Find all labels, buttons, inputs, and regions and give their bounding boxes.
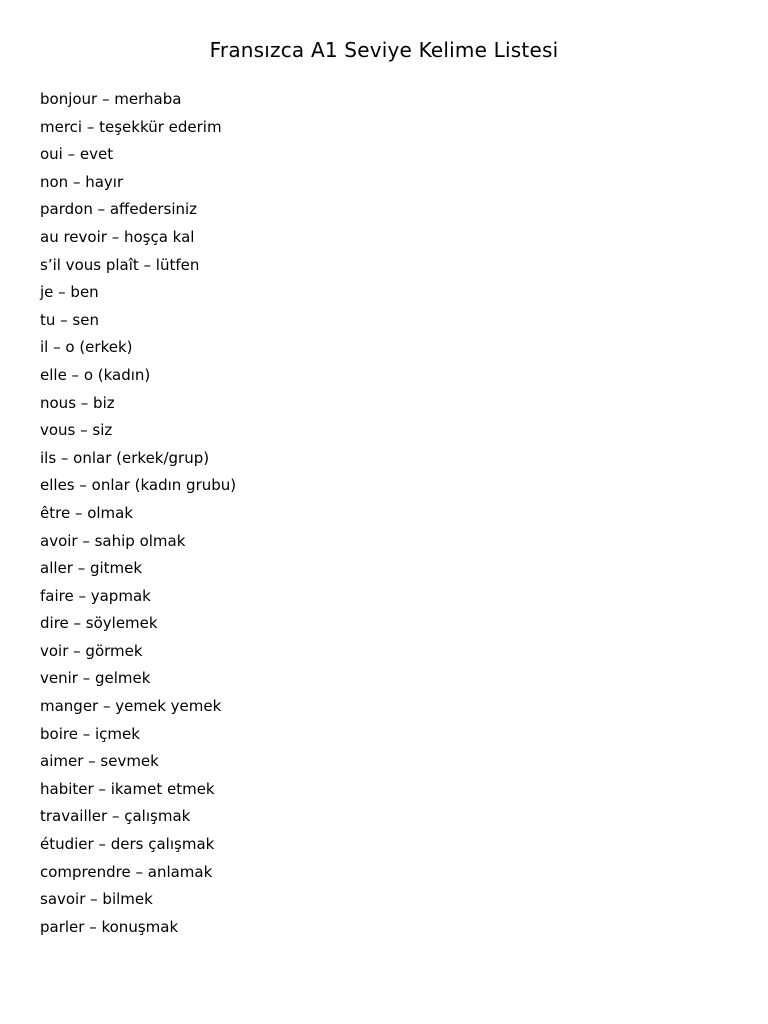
vocabulary-entry: avoir – sahip olmak bbox=[40, 531, 186, 550]
document-title: Fransızca A1 Seviye Kelime Listesi bbox=[209, 38, 559, 62]
vocabulary-entry: je – ben bbox=[40, 283, 99, 302]
vocabulary-entry: oui – evet bbox=[40, 145, 114, 164]
vocabulary-entry: manger – yemek yemek bbox=[40, 697, 222, 716]
vocabulary-entry: tu – sen bbox=[40, 310, 99, 329]
vocabulary-entry: savoir – bilmek bbox=[40, 890, 153, 909]
vocabulary-entry: s’il vous plaît – lütfen bbox=[40, 255, 200, 274]
vocabulary-entry: aller – gitmek bbox=[40, 559, 143, 578]
vocabulary-entry: faire – yapmak bbox=[40, 586, 151, 605]
vocabulary-entry: merci – teşekkür ederim bbox=[40, 117, 222, 136]
vocabulary-entry: travailler – çalışmak bbox=[40, 807, 191, 826]
vocabulary-entry: aimer – sevmek bbox=[40, 752, 159, 771]
vocabulary-entry: elle – o (kadın) bbox=[40, 365, 151, 384]
vocabulary-entry: ils – onlar (erkek/grup) bbox=[40, 448, 210, 467]
vocabulary-entry: au revoir – hoşça kal bbox=[40, 227, 195, 246]
vocabulary-entry: boire – içmek bbox=[40, 724, 140, 743]
vocabulary-entry: venir – gelmek bbox=[40, 669, 151, 688]
vocabulary-entry: parler – konuşmak bbox=[40, 917, 179, 936]
vocabulary-entry: étudier – ders çalışmak bbox=[40, 835, 215, 854]
vocabulary-entry: bonjour – merhaba bbox=[40, 90, 182, 108]
vocabulary-entry: pardon – affedersiniz bbox=[40, 200, 198, 219]
vocabulary-entry: comprendre – anlamak bbox=[40, 862, 213, 881]
vocabulary-entry: elles – onlar (kadın grubu) bbox=[40, 476, 237, 495]
vocabulary-entry: il – o (erkek) bbox=[40, 338, 133, 357]
vocabulary-entry: dire – söylemek bbox=[40, 614, 158, 633]
vocabulary-list bbox=[40, 87, 236, 942]
vocabulary-entry: non – hayır bbox=[40, 172, 124, 191]
vocabulary-entry: habiter – ikamet etmek bbox=[40, 779, 215, 798]
vocabulary-entry: vous – siz bbox=[40, 421, 113, 440]
vocabulary-entry: voir – görmek bbox=[40, 641, 143, 660]
vocabulary-entry: nous – biz bbox=[40, 393, 115, 412]
vocabulary-entry: être – olmak bbox=[40, 503, 134, 522]
